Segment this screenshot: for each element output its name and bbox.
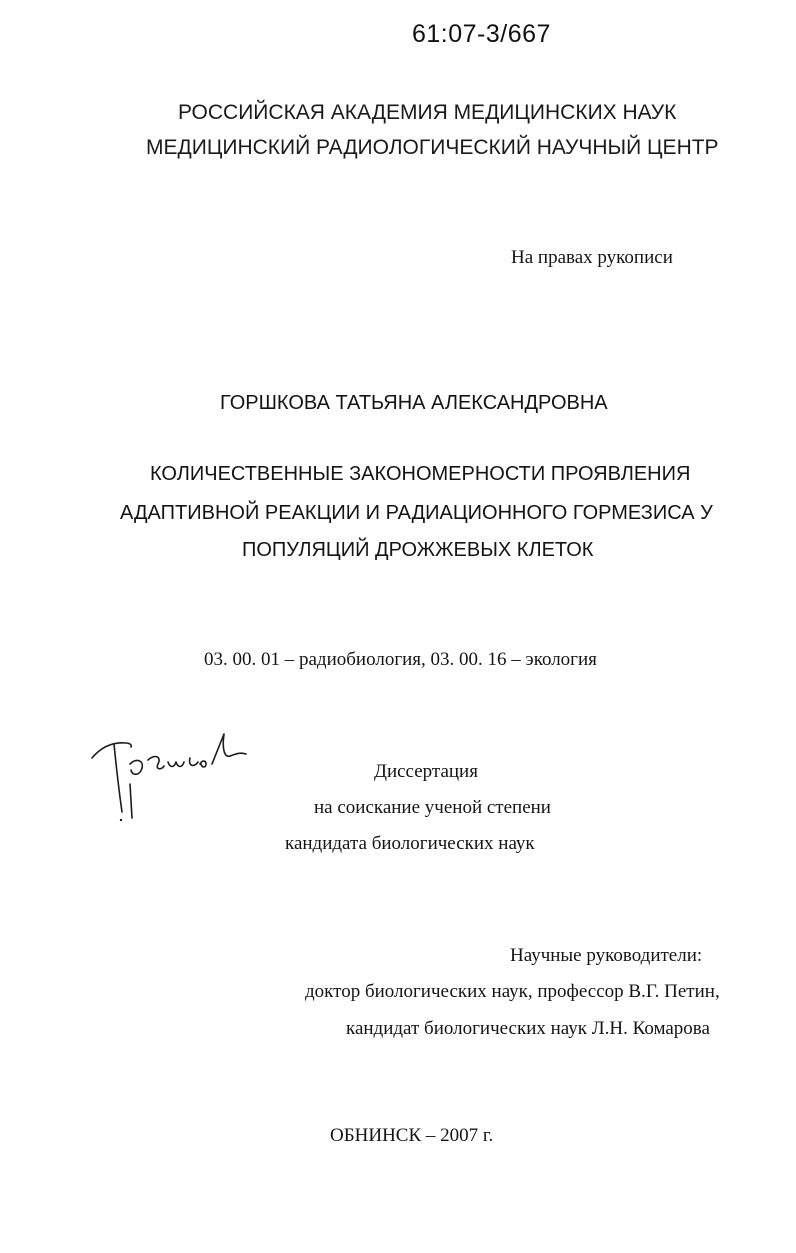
organization-line-1: РОССИЙСКАЯ АКАДЕМИЯ МЕДИЦИНСКИХ НАУК <box>178 101 677 124</box>
manuscript-note: На правах рукописи <box>511 247 673 268</box>
catalog-number: 61:07-3/667 <box>412 20 551 48</box>
organization-line-2: МЕДИЦИНСКИЙ РАДИОЛОГИЧЕСКИЙ НАУЧНЫЙ ЦЕНТР <box>146 136 719 159</box>
supervisors-heading: Научные руководители: <box>510 945 703 966</box>
degree-line-1: Диссертация <box>374 761 478 782</box>
degree-line-3: кандидата биологических наук <box>285 833 535 854</box>
specialty-codes: 03. 00. 01 – радиобиология, 03. 00. 16 – экология <box>204 649 597 670</box>
supervisor-2: кандидат биологических наук Л.Н. Комарова <box>346 1018 710 1039</box>
author-name: ГОРШКОВА ТАТЬЯНА АЛЕКСАНДРОВНА <box>220 392 608 414</box>
title-line-1: КОЛИЧЕСТВЕННЫЕ ЗАКОНОМЕРНОСТИ ПРОЯВЛЕНИЯ <box>150 463 691 485</box>
title-line-2: АДАПТИВНОЙ РЕАКЦИИ И РАДИАЦИОННОГО ГОРМЕЗИСА У <box>120 502 713 524</box>
degree-line-2: на соискание ученой степени <box>314 797 551 818</box>
handwritten-signature <box>84 724 254 834</box>
supervisor-1: доктор биологических наук, профессор В.Г. Петин, <box>305 981 720 1002</box>
title-line-3: ПОПУЛЯЦИЙ ДРОЖЖЕВЫХ КЛЕТОК <box>242 539 594 561</box>
city-year: ОБНИНСК – 2007 г. <box>330 1125 494 1146</box>
